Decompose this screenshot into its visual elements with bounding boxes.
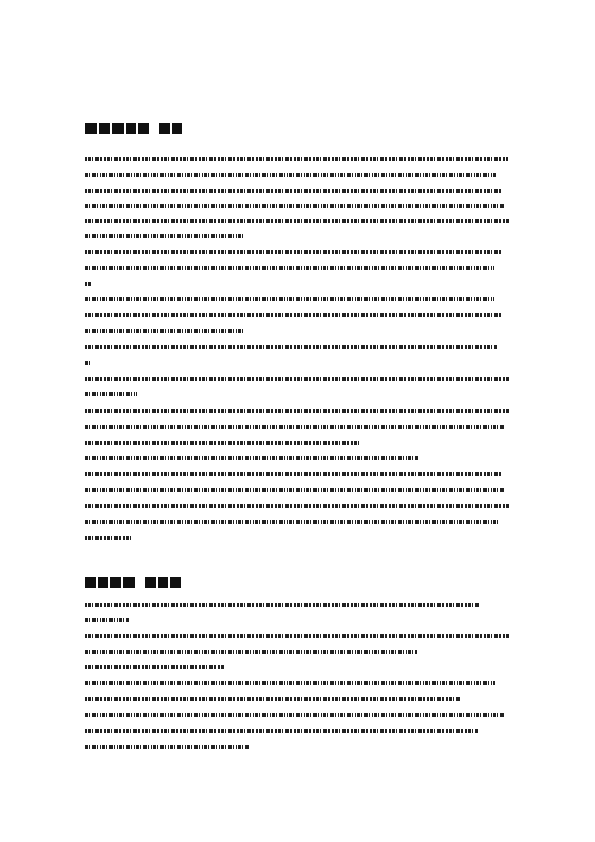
text-line	[85, 189, 503, 193]
text-line	[85, 745, 250, 749]
text-line	[85, 313, 503, 317]
section-heading	[85, 575, 181, 589]
text-line	[85, 536, 133, 540]
text-line	[85, 204, 505, 208]
text-line	[85, 173, 497, 177]
text-line	[85, 603, 479, 607]
text-line	[85, 729, 478, 733]
text-line	[85, 425, 505, 429]
text-line	[85, 345, 497, 349]
text-line	[85, 157, 508, 161]
text-line	[85, 219, 509, 223]
text-line	[85, 297, 494, 301]
section-heading	[85, 121, 182, 135]
text-line	[85, 488, 505, 492]
text-line	[85, 329, 245, 333]
text-line	[85, 634, 509, 638]
text-line	[85, 472, 503, 476]
text-line	[85, 441, 361, 445]
heading-glyphs	[85, 575, 181, 589]
text-line	[85, 697, 461, 701]
text-line	[85, 250, 503, 254]
text-line	[85, 504, 509, 508]
text-line	[85, 361, 91, 365]
text-line	[85, 681, 495, 685]
text-line	[85, 282, 91, 286]
text-line	[85, 392, 137, 396]
text-line	[85, 234, 245, 238]
text-line	[85, 409, 509, 413]
text-line	[85, 618, 129, 622]
text-line	[85, 713, 505, 717]
heading-glyphs	[85, 121, 182, 135]
text-line	[85, 377, 509, 381]
text-line	[85, 665, 225, 669]
text-line	[85, 456, 418, 460]
text-line	[85, 650, 417, 654]
text-line	[85, 520, 499, 524]
text-line	[85, 266, 494, 270]
